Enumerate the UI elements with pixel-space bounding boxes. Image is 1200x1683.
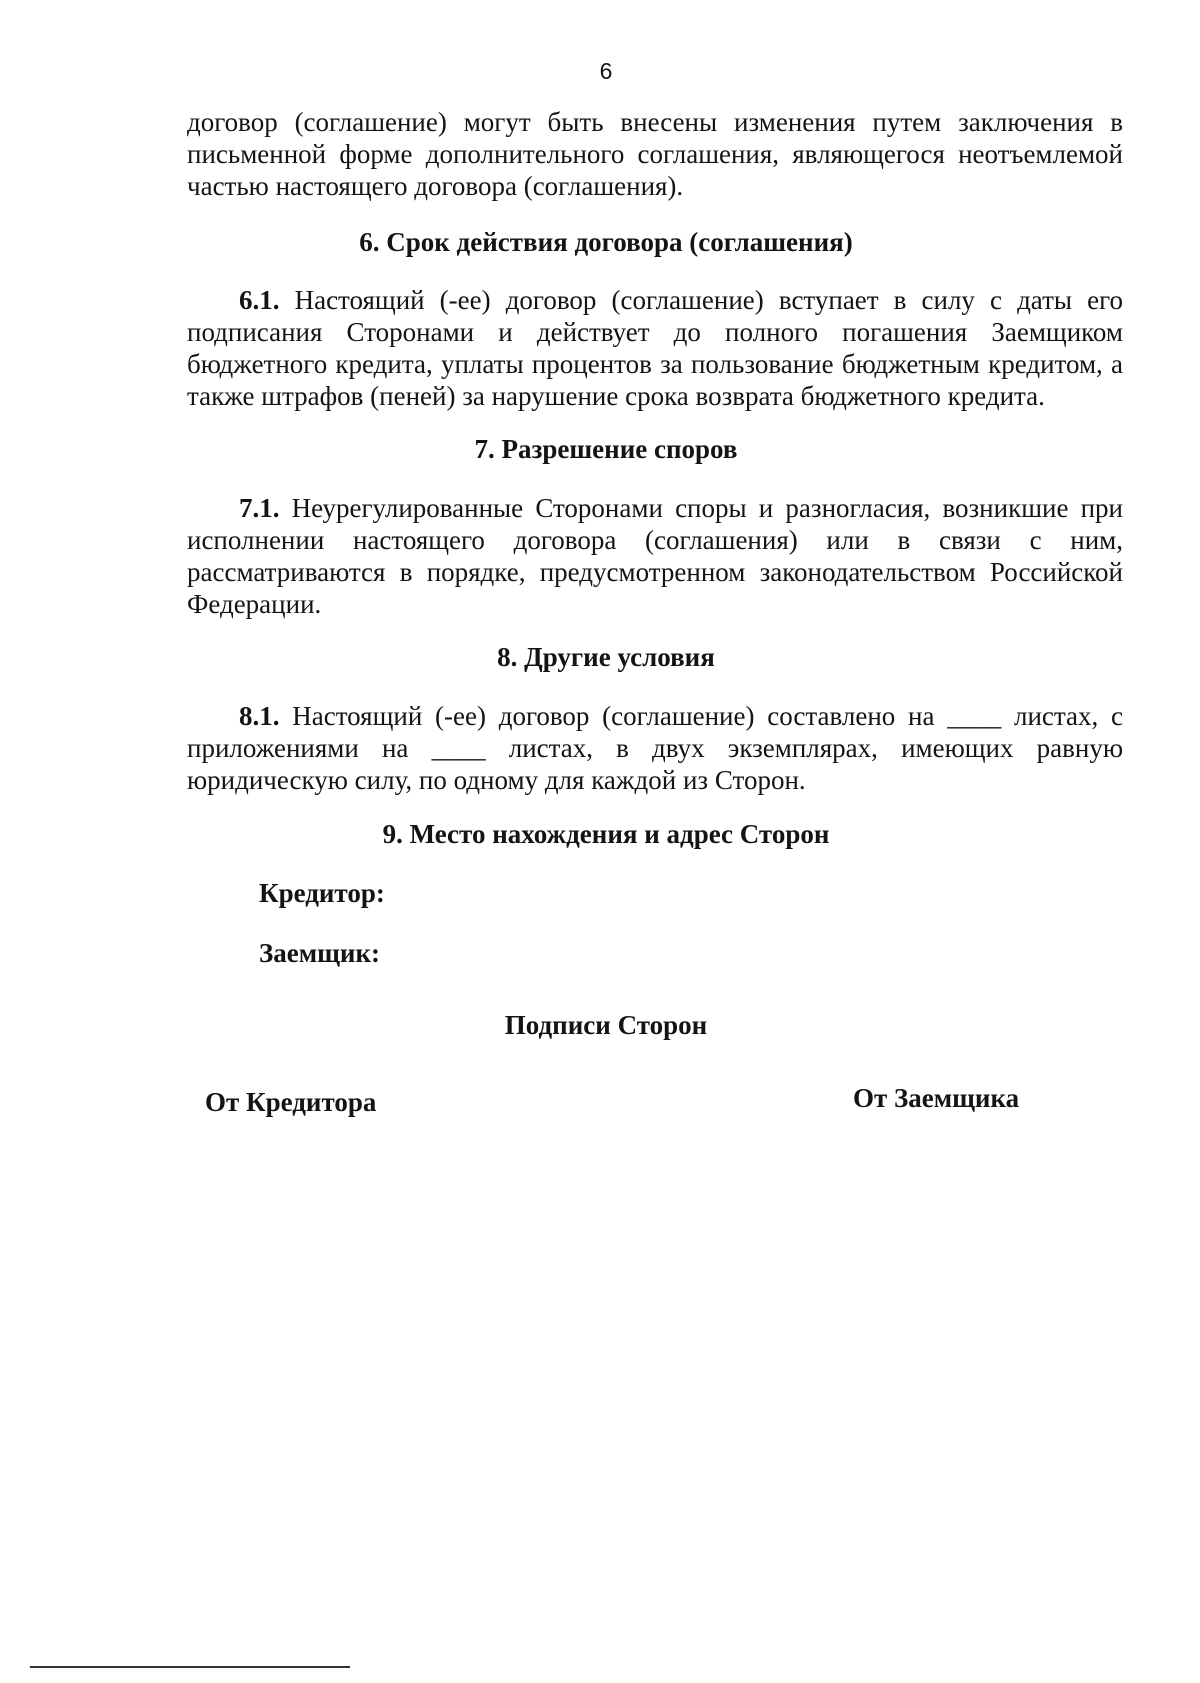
- signatures-heading: Подписи Сторон: [504, 1010, 708, 1040]
- page-number: 6: [599, 58, 613, 84]
- intro-paragraph-text: договор (соглашение) могут быть внесены изменения путем заключения в письменной форме дополнительного соглашения, являющегося неотъемлемой частью настоящего договора (соглашения).: [187, 107, 1123, 201]
- footer-rule: [30, 1666, 350, 1668]
- signature-from-borrower: От Заемщика: [853, 1083, 1020, 1113]
- clause-7-1-text: Неурегулированные Сторонами споры и разногласия, возникшие при исполнении настоящего договора (соглашения) или в связи с ним, рассматриваются в порядке, предусмотренном законодательством Российской Федерации.: [187, 493, 1123, 619]
- clause-6-1-number: 6.1.: [239, 285, 280, 315]
- clause-8-1-number: 8.1.: [239, 701, 280, 731]
- creditor-label: Кредитор:: [259, 878, 385, 908]
- clause-6-1-text: Настоящий (-ее) договор (соглашение) вступает в силу с даты его подписания Сторонами и действует до полного погашения Заемщиком бюджетного кредита, уплаты процентов за пользование бюджетным кредитом, а также штрафов (пеней) за нарушение срока возврата бюджетного кредита.: [187, 285, 1123, 411]
- section-6-heading: 6. Срок действия договора (соглашения): [359, 227, 853, 257]
- clause-8-1-text: Настоящий (-ее) договор (соглашение) составлено на ____ листах, с приложениями на ____ листах, в двух экземплярах, имеющих равную юридическую силу, по одному для каждой из Сторон.: [187, 701, 1123, 795]
- signature-from-creditor: От Кредитора: [205, 1087, 377, 1117]
- section-8-heading: 8. Другие условия: [497, 642, 715, 672]
- intro-paragraph: [187, 106, 1123, 202]
- clause-6-1: [187, 284, 1123, 412]
- borrower-label: Заемщик:: [259, 938, 381, 968]
- clause-7-1-number: 7.1.: [239, 493, 280, 523]
- section-9-heading: 9. Место нахождения и адрес Сторон: [382, 819, 830, 849]
- clause-7-1: [187, 492, 1123, 620]
- clause-8-1: [187, 700, 1123, 796]
- section-7-heading: 7. Разрешение споров: [474, 434, 738, 464]
